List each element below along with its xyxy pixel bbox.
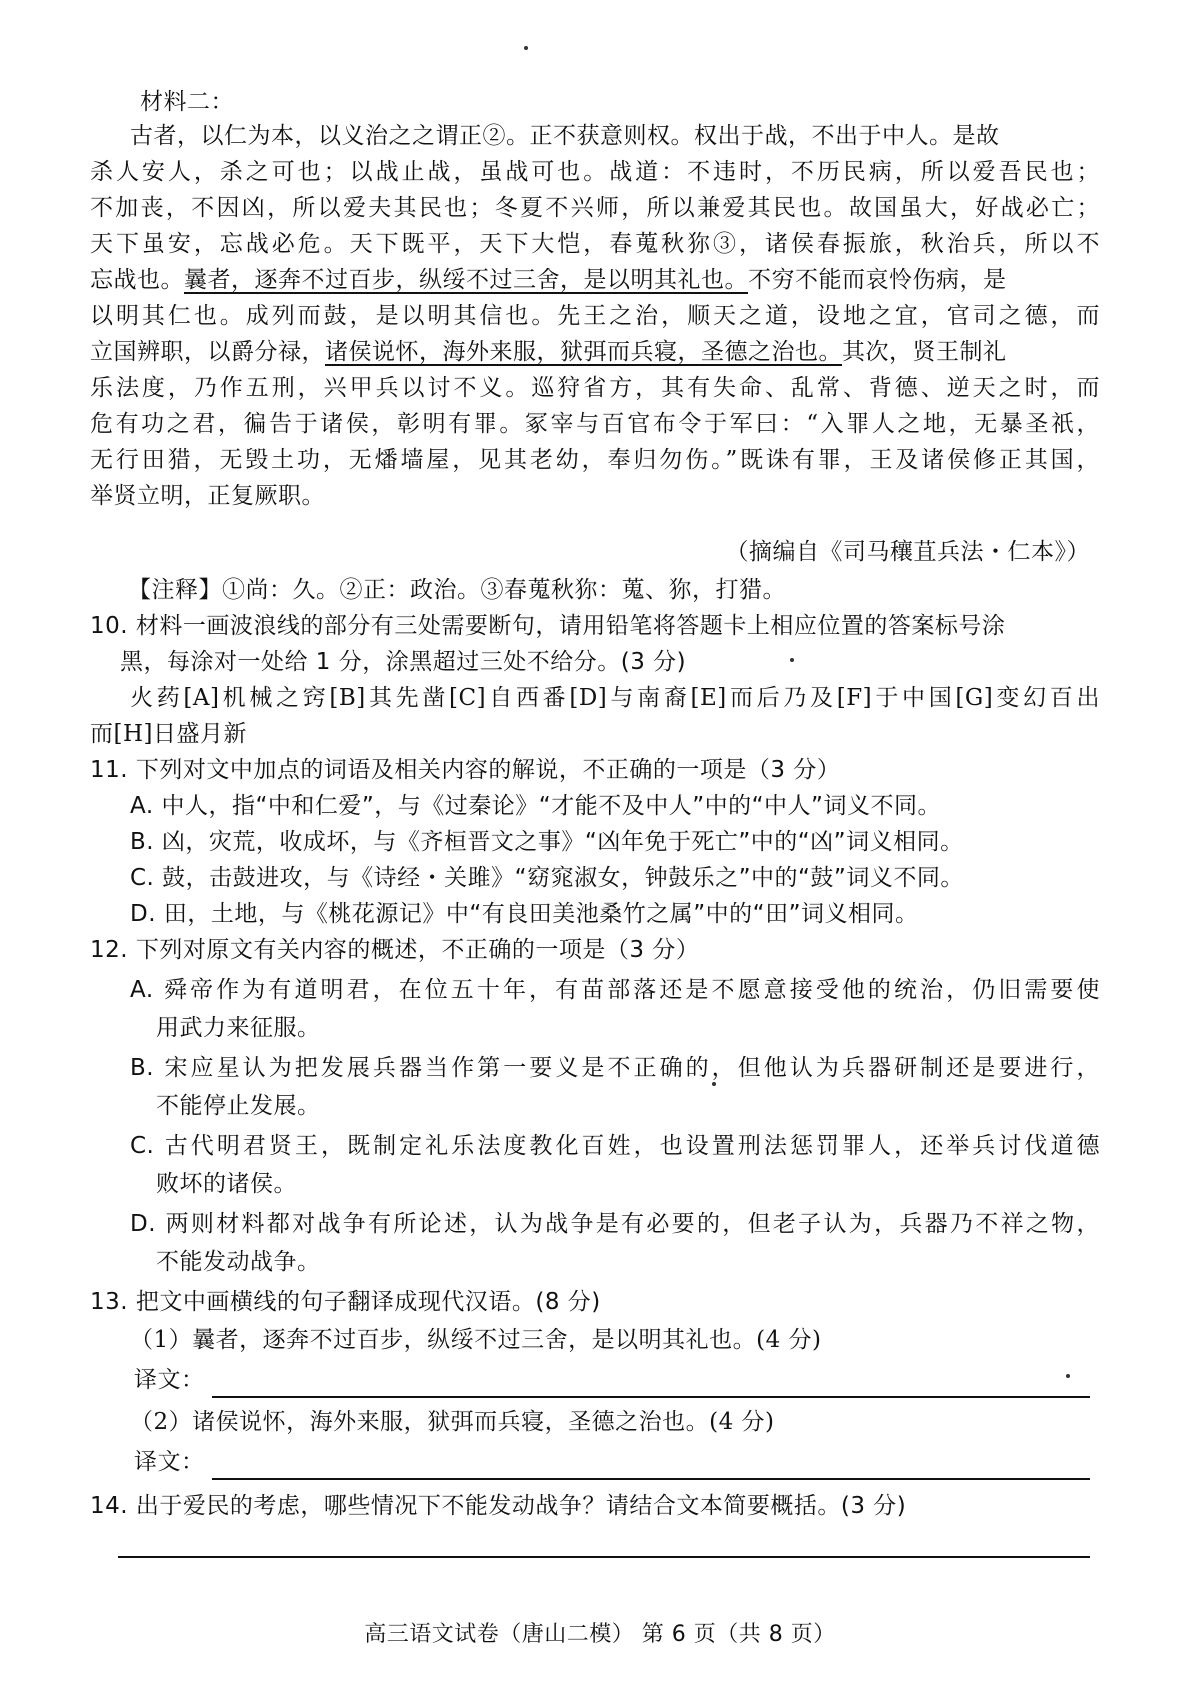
passage-line-5 bbox=[90, 262, 1100, 298]
passage-line-6: 以明其仁也。成列而鼓，是以明其信也。先王之治，顺天之道，设地之宜，官司之德，而 bbox=[90, 303, 1100, 329]
q12-option-d-1: D. 两则材料都对战争有所论述，认为战争是有必要的，但老子认为，兵器乃不祥之物， bbox=[130, 1211, 1100, 1237]
footnote: 【注释】①尚：久。②正：政治。③春蒐秋狝：蒐、狝，打猎。 bbox=[128, 577, 786, 603]
q12-option-c-1: C. 古代明君贤王，既制定礼乐法度教化百姓，也设置刑法惩罚罪人，还举兵讨伐道德 bbox=[130, 1133, 1100, 1159]
passage-line-2: 杀人安人，杀之可也；以战止战，虽战可也。战道：不违时，不历民病，所以爱吾民也； bbox=[90, 159, 1100, 185]
underlined-sentence-2: 诸侯说怀，海外来服，狱弭而兵寝，圣德之治也。 bbox=[325, 339, 842, 365]
q13-answer-line-2[interactable] bbox=[212, 1478, 1090, 1480]
q13-sub2: （2）诸侯说怀，海外来服，狱弭而兵寝，圣德之治也。(4 分) bbox=[130, 1409, 775, 1435]
passage-line-11: 举贤立明，正复厥职。 bbox=[90, 483, 325, 509]
scan-speck bbox=[524, 46, 528, 50]
q11-option-c: C. 鼓，击鼓进攻，与《诗经・关雎》“窈窕淑女，钟鼓乐之”中的“鼓”词义不同。 bbox=[130, 865, 964, 891]
q13-stem: 13. 把文中画横线的句子翻译成现代汉语。(8 分) bbox=[90, 1289, 601, 1315]
q12-option-b-2: 不能停止发展。 bbox=[156, 1093, 321, 1119]
passage-line-10: 无行田猎，无毁土功，无燔墙屋，见其老幼，奉归勿伤。”既诛有罪，王及诸侯修正其国， bbox=[90, 447, 1100, 473]
q10-stem-2: 黑，每涂对一处给 1 分，涂黑超过三处不给分。(3 分) bbox=[120, 649, 687, 675]
q14-stem: 14. 出于爱民的考虑，哪些情况下不能发动战争？请结合文本简要概括。(3 分) bbox=[90, 1493, 907, 1519]
passage-line-7 bbox=[90, 334, 1100, 370]
q14-answer-line[interactable] bbox=[118, 1556, 1090, 1558]
underlined-sentence-1: 曩者，逐奔不过百步，纵绥不过三舍，是以明其礼也。 bbox=[184, 267, 748, 293]
passage-text: 忘战也。 bbox=[90, 267, 184, 293]
q11-stem: 11. 下列对文中加点的词语及相关内容的解说，不正确的一项是（3 分） bbox=[90, 757, 841, 783]
page-footer: 高三语文试卷（唐山二模） 第 6 页（共 8 页） bbox=[364, 1622, 836, 1647]
q13-answer-label-1: 译文： bbox=[134, 1367, 205, 1393]
scan-speck bbox=[790, 658, 794, 662]
q11-option-d: D. 田，土地，与《桃花源记》中“有良田美池桑竹之属”中的“田”词义相同。 bbox=[130, 901, 919, 927]
q13-sub1: （1）曩者，逐奔不过百步，纵绥不过三舍，是以明其礼也。(4 分) bbox=[130, 1327, 822, 1353]
q12-stem: 12. 下列对原文有关内容的概述，不正确的一项是（3 分） bbox=[90, 937, 700, 963]
passage-text: 其次，贤王制礼 bbox=[842, 339, 1007, 365]
q12-option-d-2: 不能发动战争。 bbox=[156, 1249, 321, 1275]
passage-line-4: 天下虽安，忘战必危。天下既平，天下大恺，春蒐秋狝③，诸侯春振旅，秋治兵，所以不 bbox=[90, 231, 1100, 257]
passage-line-8: 乐法度，乃作五刑，兴甲兵以讨不义。巡狩省方，其有失命、乱常、背德、逆天之时，而 bbox=[90, 375, 1100, 401]
q13-answer-line-1[interactable] bbox=[212, 1396, 1090, 1398]
source-citation: （摘编自《司马穰苴兵法・仁本》） bbox=[725, 539, 1090, 565]
passage-line-9: 危有功之君，徧告于诸侯，彰明有罪。冢宰与百官布令于军曰：“入罪人之地，无暴圣祇， bbox=[90, 411, 1100, 437]
q13-answer-label-2: 译文： bbox=[134, 1449, 205, 1475]
passage-line-3: 不加丧，不因凶，所以爱夫其民也；冬夏不兴师，所以兼爱其民也。故国虽大，好战必亡； bbox=[90, 195, 1100, 221]
q11-option-a: A. 中人，指“中和仁爱”，与《过秦论》“才能不及中人”中的“中人”词义不同。 bbox=[130, 793, 941, 819]
q12-option-a-1: A. 舜帝作为有道明君，在位五十年，有苗部落还是不愿意接受他的统治，仍旧需要使 bbox=[130, 977, 1100, 1003]
passage-line-1: 古者，以仁为本，以义治之之谓正②。正不获意则权。权出于战，不出于中人。是故 bbox=[130, 123, 1000, 149]
passage-text: 不穷不能而哀怜伤病，是 bbox=[748, 267, 1007, 293]
scan-speck bbox=[712, 1082, 716, 1086]
scan-speck bbox=[1066, 1374, 1070, 1378]
q12-option-b-1: B. 宋应星认为把发展兵器当作第一要义是不正确的，但他认为兵器研制还是要进行， bbox=[130, 1055, 1100, 1081]
q10-text-1: 火药[A]机械之窍[B]其先凿[C]自西番[D]与南裔[E]而后乃及[F]于中国[G]变幻百出 bbox=[130, 685, 1100, 711]
q12-option-a-2: 用武力来征服。 bbox=[156, 1015, 321, 1041]
q12-option-c-2: 败坏的诸侯。 bbox=[156, 1171, 297, 1197]
q10-text-2: 而[H]日盛月新 bbox=[90, 721, 248, 747]
section-title: 材料二： bbox=[140, 89, 234, 115]
q11-option-b: B. 凶，灾荒，收成坏，与《齐桓晋文之事》“凶年免于死亡”中的“凶”词义相同。 bbox=[130, 829, 964, 855]
passage-text: 立国辨职，以爵分禄， bbox=[90, 339, 325, 365]
q10-stem-1: 10. 材料一画波浪线的部分有三处需要断句，请用铅笔将答题卡上相应位置的答案标号涂 bbox=[90, 613, 1006, 639]
